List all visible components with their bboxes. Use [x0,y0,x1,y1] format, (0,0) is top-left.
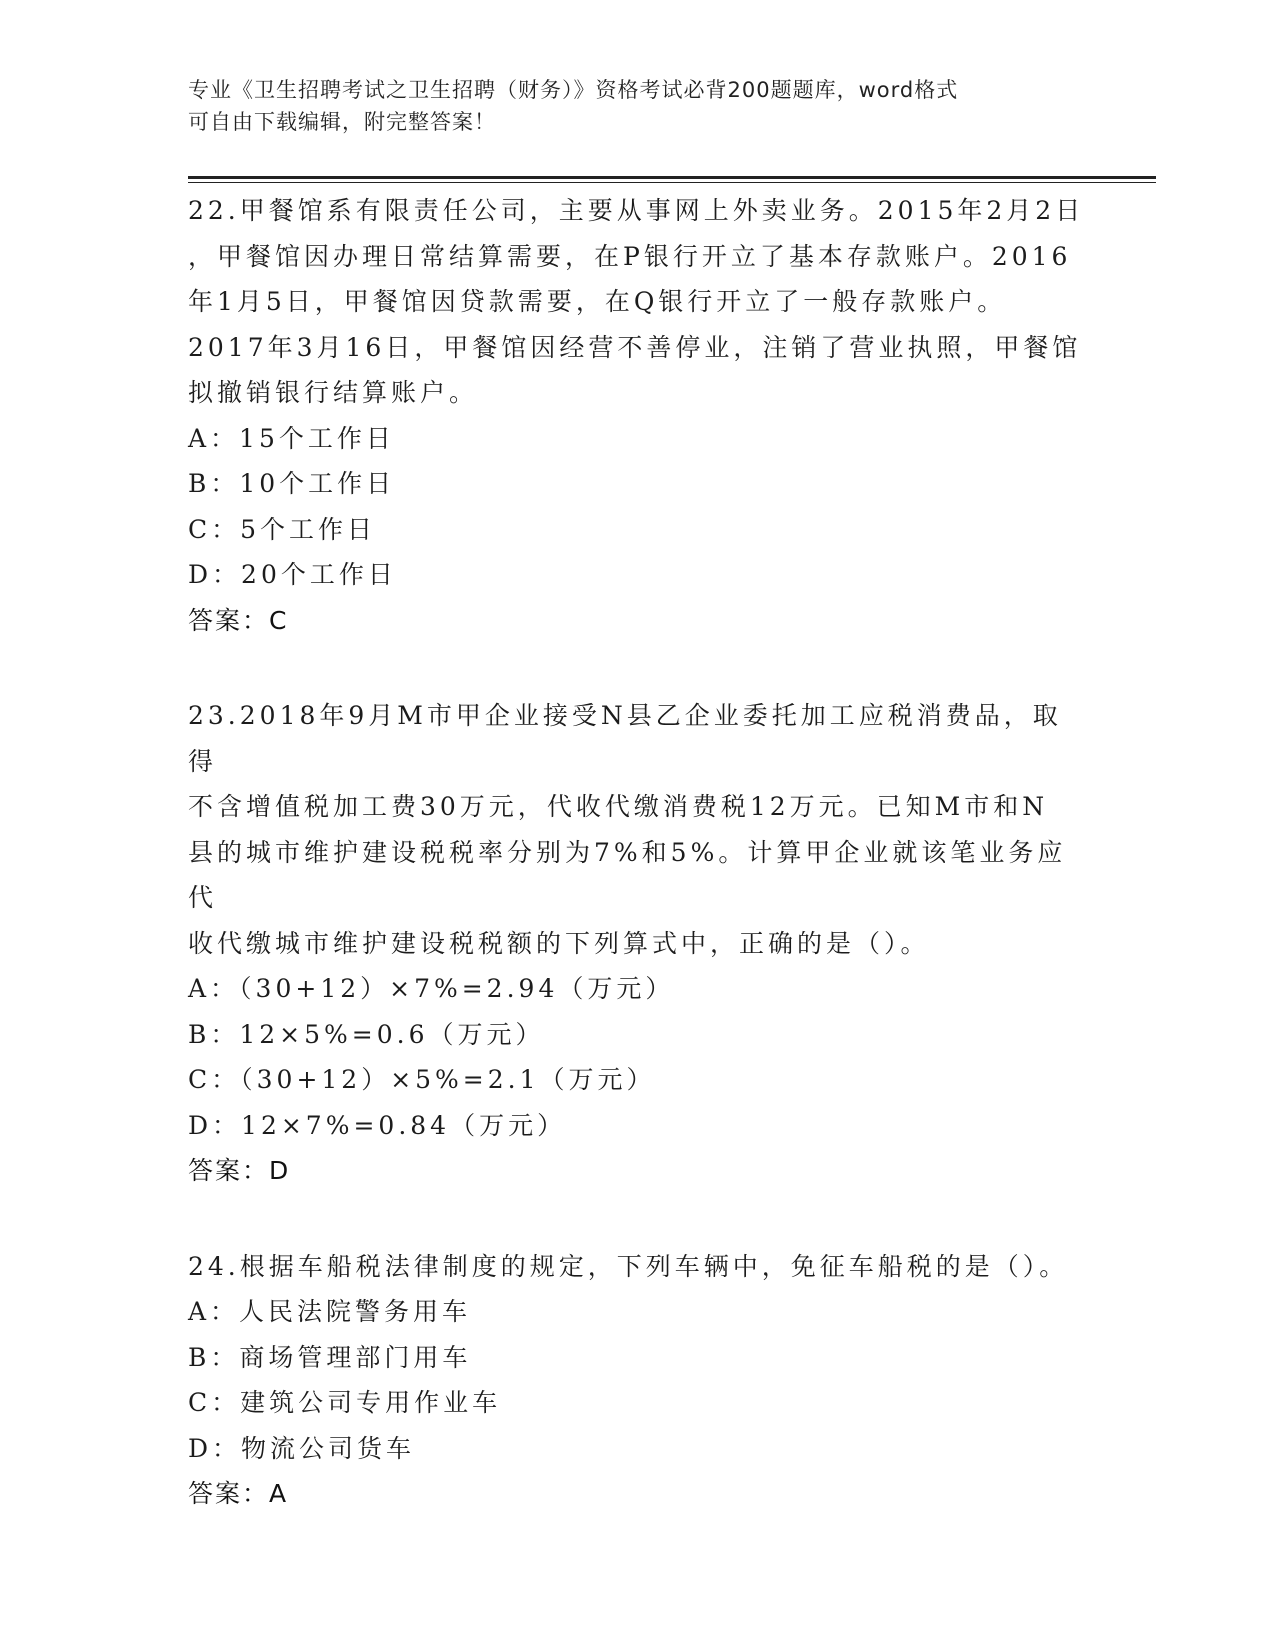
header-line-2: 可自由下载编辑，附完整答案！ [188,110,496,134]
option-b: B：10个工作日 [188,469,396,498]
option-d: D：12×7%=0.84（万元） [188,1110,567,1140]
answer-label: 答案：C [188,605,289,635]
option-c: C：建筑公司专用作业车 [188,1388,502,1417]
question-24 [188,1244,1088,1517]
question-stem-line: 不含增值税加工费30万元，代收代缴消费税12万元。已知M市和N [188,792,1049,821]
option-d: D：物流公司货车 [188,1433,416,1463]
question-stem-line: 23.2018年9月M市甲企业接受N县乙企业委托加工应税消费品，取得 [188,701,1062,776]
header-line-1: 专业《卫生招聘考试之卫生招聘（财务）》资格考试必背200题题库，word格式 [188,78,959,102]
question-stem-line: 24.根据车船税法律制度的规定，下列车辆中，免征车船税的是（）。 [188,1251,1069,1281]
question-list [188,188,1088,1567]
question-stem-line: 县的城市维护建设税税率分别为7%和5%。计算甲企业就该笔业务应代 [188,837,1067,912]
question-stem-line: 年1月5日，甲餐馆因贷款需要，在Q银行开立了一般存款账户。 [188,287,1007,316]
option-a: A：人民法院警务用车 [188,1297,472,1326]
header-divider-thin [188,182,1156,183]
question-stem-line: 22.甲餐馆系有限责任公司，主要从事网上外卖业务。2015年2月2日 [188,196,1085,225]
option-c: C：5个工作日 [188,514,377,544]
question-stem-line: 2017年3月16日，甲餐馆因经营不善停业，注销了营业执照，甲餐馆 [188,332,1082,362]
option-a: A：15个工作日 [188,423,395,453]
option-c: C：（30+12）×5%=2.1（万元） [188,1065,656,1094]
answer-label: 答案：A [188,1479,289,1508]
question-stem-line: ，甲餐馆因办理日常结算需要，在P银行开立了基本存款账户。2016 [188,241,1072,271]
question-stem-line: 收代缴城市维护建设税税额的下列算式中，正确的是（）。 [188,928,930,958]
option-d: D：20个工作日 [188,560,397,589]
option-b: B：商场管理部门用车 [188,1342,472,1372]
question-stem-line: 拟撤销银行结算账户。 [188,378,479,407]
question-22 [188,188,1088,643]
document-header [188,74,1088,138]
answer-label: 答案：D [188,1156,291,1185]
question-23 [188,693,1088,1194]
option-a: A：（30+12）×7%=2.94（万元） [188,974,675,1003]
header-divider-thick [188,176,1156,179]
option-b: B：12×5%=0.6（万元） [188,1019,545,1049]
